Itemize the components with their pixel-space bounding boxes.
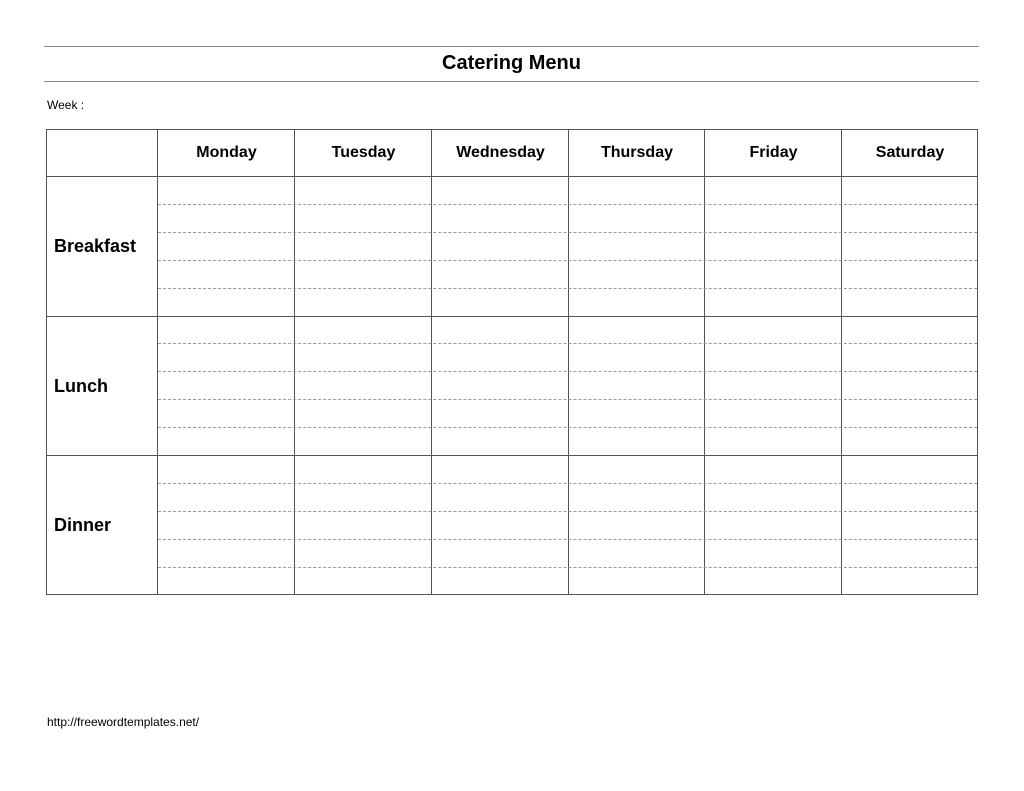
entry-line[interactable] <box>158 511 977 512</box>
footer-url[interactable]: http://freewordtemplates.net/ <box>47 715 200 729</box>
meal-label-lunch: Lunch <box>54 376 108 396</box>
column-divider <box>294 130 295 594</box>
meal-label-dinner: Dinner <box>54 515 112 535</box>
day-header: Monday <box>196 144 257 161</box>
page-title: Catering Menu <box>442 52 581 74</box>
entry-line[interactable] <box>158 204 977 205</box>
row-divider <box>47 455 977 456</box>
entry-line[interactable] <box>158 427 977 428</box>
day-header: Thursday <box>600 144 673 161</box>
row-divider <box>47 176 977 177</box>
week-label: Week : <box>47 98 85 112</box>
column-divider <box>568 130 569 594</box>
day-header: Wednesday <box>456 144 545 161</box>
entry-line[interactable] <box>158 483 977 484</box>
entry-line[interactable] <box>158 539 977 540</box>
entry-line[interactable] <box>158 371 977 372</box>
column-divider <box>431 130 432 594</box>
entry-line[interactable] <box>158 288 977 289</box>
menu-table <box>46 129 978 595</box>
column-divider <box>704 130 705 594</box>
column-divider <box>157 130 158 594</box>
entry-line[interactable] <box>158 232 977 233</box>
meal-label-breakfast: Breakfast <box>54 236 137 256</box>
day-header: Tuesday <box>331 144 396 161</box>
column-divider <box>841 130 842 594</box>
title-rule-bottom <box>44 81 979 82</box>
day-header: Friday <box>749 144 798 161</box>
title-rule-top <box>44 46 979 47</box>
day-header: Saturday <box>875 144 945 161</box>
entry-line[interactable] <box>158 343 977 344</box>
entry-line[interactable] <box>158 399 977 400</box>
entry-line[interactable] <box>158 260 977 261</box>
entry-line[interactable] <box>158 567 977 568</box>
row-divider <box>47 316 977 317</box>
